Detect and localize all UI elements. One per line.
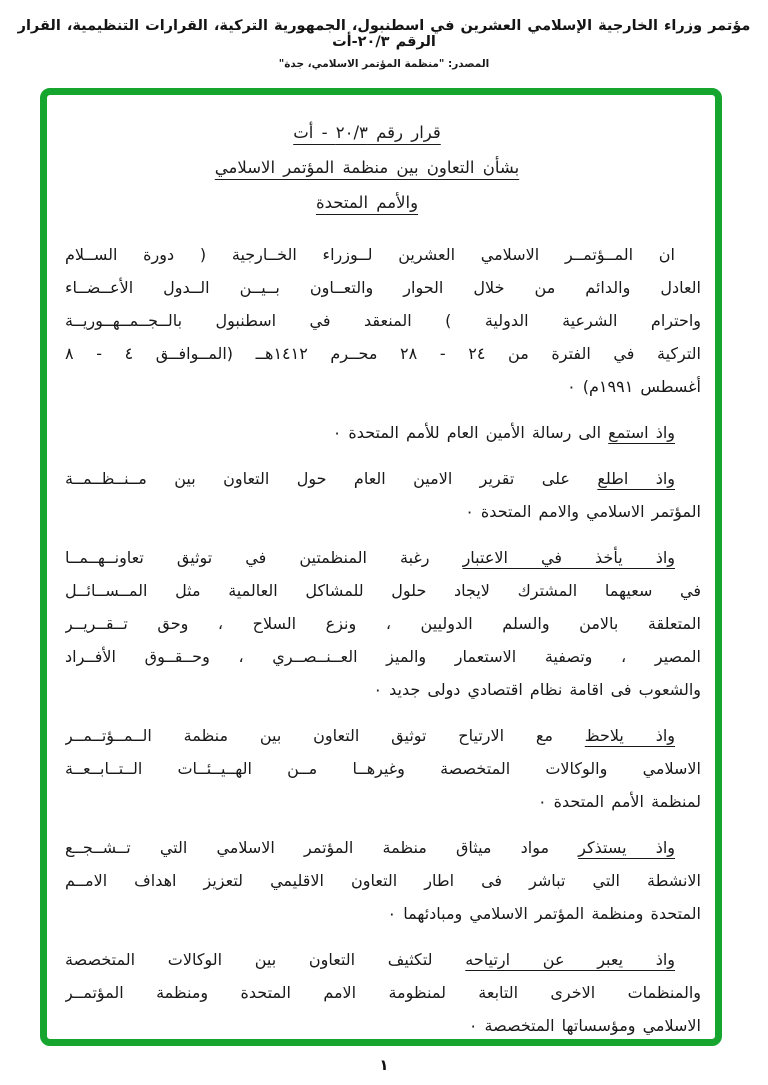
citation-header: [0, 18, 768, 70]
paragraph-lead: واذ يأخذ في الاعتبار: [462, 548, 675, 567]
paragraph: [65, 238, 701, 403]
text-line: واذ يلاحظ مع الارتياح توثيق التعاون بين منظمة الــمــؤتــمــر: [65, 726, 675, 745]
paragraph: [65, 719, 701, 818]
text-line: والمنظمات الاخرى التابعة لمنظومة الامم المتحدة ومنظمة المؤتمــر: [65, 983, 701, 1002]
text-line: والشعوب فى اقامة نظام اقتصادي دولى جديد ٠: [373, 680, 701, 699]
paragraph: [65, 462, 701, 528]
text-line: واحترام الشرعية الدولية ) المنعقد في اسطنبول بالــجــمــهــوريــة: [65, 311, 701, 330]
text-line: الاسلامي والوكالات المتخصصة وغيرهــا مــن الهــيــئــات الــتــابــعــة: [65, 759, 701, 778]
text-line: واذ يستذكر مواد ميثاق منظمة المؤتمر الاسلامي التي تــشــجــع: [65, 838, 675, 857]
text-line: المتعلقة بالامن والسلم الدوليين ، ونزع السلاح ، وحق تــقــريــر: [65, 614, 701, 633]
paragraph-lead: واذ يعبر عن ارتياحه: [465, 950, 676, 969]
paragraph-lead: واذ اطلع: [597, 469, 675, 488]
paragraph-lead: واذ استمع: [608, 423, 675, 442]
paragraph-lead: واذ يستذكر: [578, 838, 675, 857]
citation-line: مؤتمر وزراء الخارجية الإسلامي العشرين في اسطنبول، الجمهورية التركية، القرارات التنظيمية، القرار الرقم ٢٠/٣-أت: [17, 18, 751, 50]
title-line-1: قرار رقم ٢٠/٣ - أت: [293, 123, 441, 142]
text-line: التركية في الفترة من ٢٤ - ٢٨ محــرم ١٤١٢هــ (المــوافــق ٤ - ٨: [65, 344, 701, 363]
text-line: المؤتمر الاسلامي والامم المتحدة ٠: [465, 502, 701, 521]
text-line: واذ يأخذ في الاعتبار رغبة المنظمتين في توثيق تعاونــهــمــا: [65, 548, 675, 567]
title-line-3: والأمم المتحدة: [315, 193, 419, 212]
text-line: الاسلامي ومؤسساتها المتخصصة ٠: [468, 1016, 701, 1035]
paragraph: [65, 831, 701, 930]
source-line: المصدر: "منظمة المؤتمر الاسلامي، جدة": [278, 58, 490, 70]
paragraph: [65, 416, 701, 449]
text-line: واذ يعبر عن ارتياحه لتكثيف التعاون بين الوكالات المتخصصة: [65, 950, 676, 969]
title-line-2: بشأن التعاون بين منظمة المؤتمر الاسلامي: [214, 158, 520, 177]
text-line: الانشطة التي تباشر فى اطار التعاون الاقليمي لتعزيز اهداف الامــم: [65, 871, 701, 890]
text-line: لمنظمة الأمم المتحدة ٠: [537, 792, 701, 811]
page-number: ١: [379, 1056, 389, 1074]
text-line: أغسطس ١٩٩١م) ٠: [567, 377, 701, 396]
text-line: المتحدة ومنظمة المؤتمر الاسلامي ومبادئهما ٠: [387, 904, 701, 923]
document-body: [65, 238, 701, 1042]
paragraph-lead: واذ يلاحظ: [584, 726, 675, 745]
text-line: واذ استمع الى رسالة الأمين العام للأمم المتحدة ٠: [332, 423, 675, 442]
resolution-title-block: [49, 115, 685, 220]
text-line: المصير ، وتصفية الاستعمار والميز العــنــصــري ، وحــقــوق الأفــراد: [65, 647, 701, 666]
text-line: واذ اطلع على تقرير الامين العام حول التعاون بين مــنــظــمــة: [65, 469, 675, 488]
text-line: العادل والدائم من خلال الحوار والتعــاون بــيــن الــدول الأعــضــاء: [65, 278, 701, 297]
text-line: في سعيهما المشترك لايجاد حلول للمشاكل العالمية مثل المــســائــل: [65, 581, 701, 600]
text-line: ان المــؤتمــر الاسلامي العشرين لــوزراء الخــارجية ( دورة الســلام: [65, 245, 675, 264]
paragraph: [65, 943, 701, 1042]
paragraph: [65, 541, 701, 706]
document-frame: [40, 88, 722, 1046]
